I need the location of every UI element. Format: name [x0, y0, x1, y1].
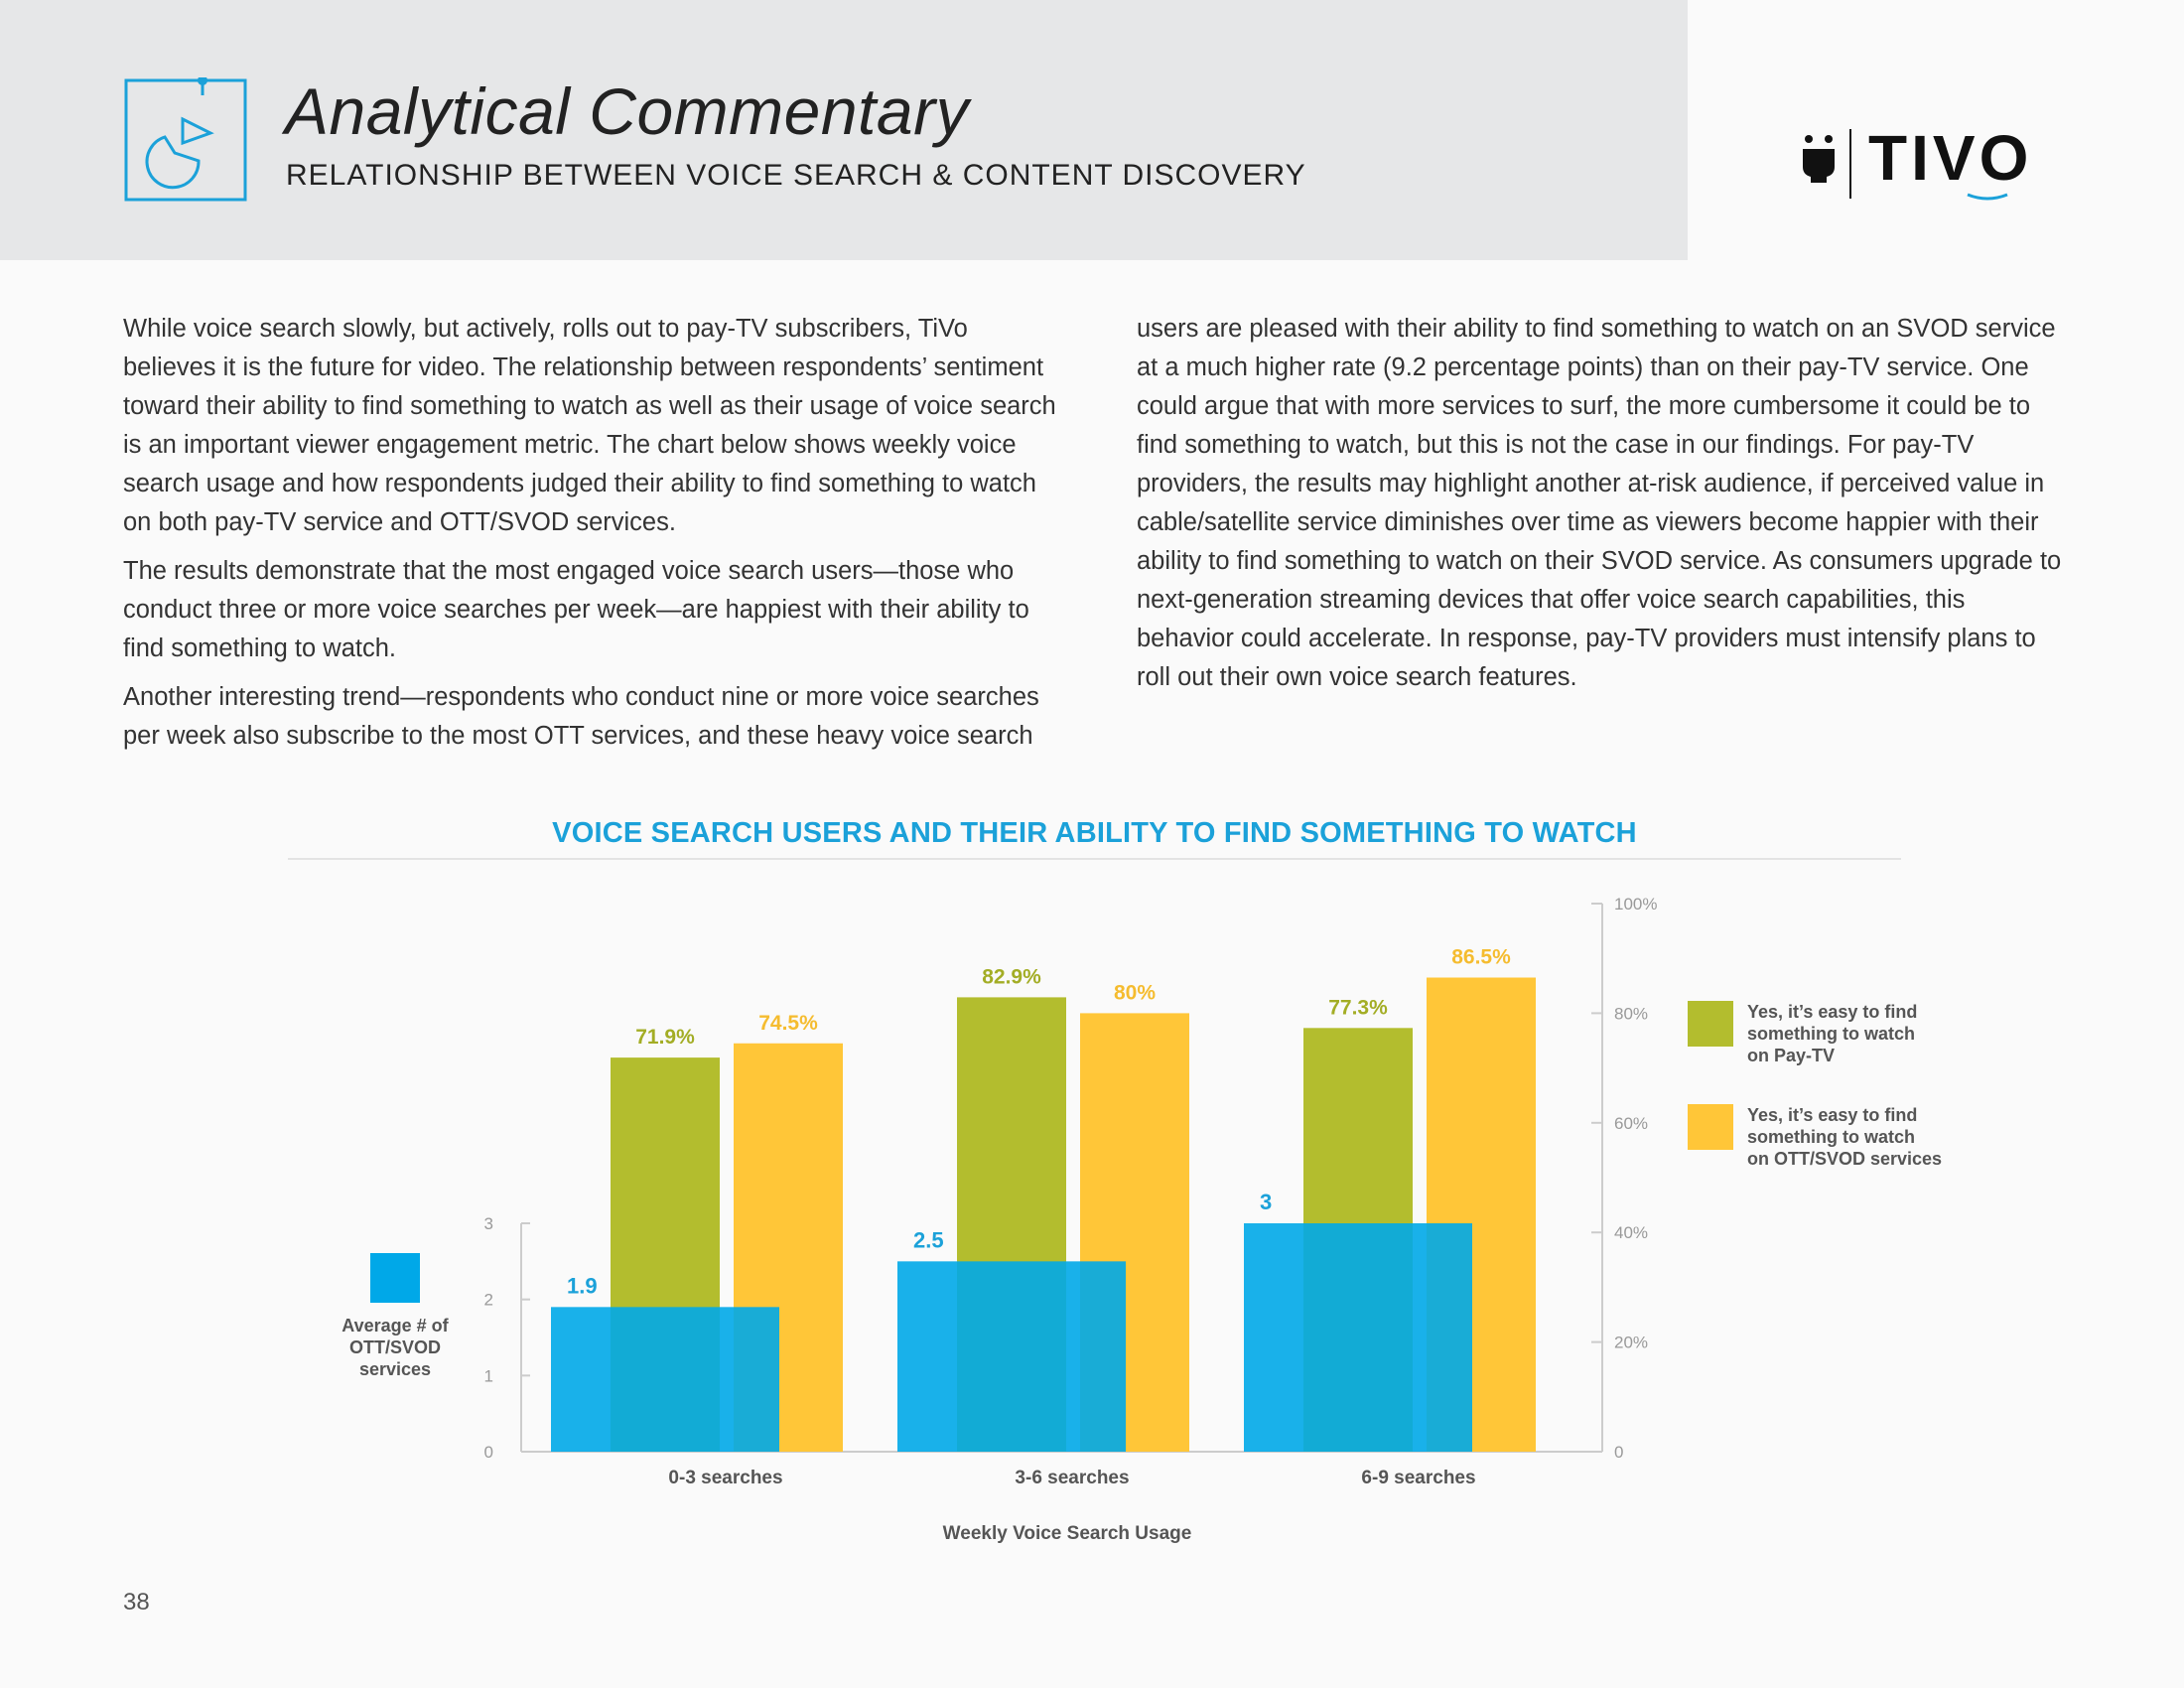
bar-average-services	[551, 1307, 779, 1452]
paragraph: While voice search slowly, but actively, rolls out to pay-TV subscribers, TiVo believes it is the future for video. The relationship between respondents’ sentiment toward their ability to find something to watch as well as their usage of voice search is an important viewer engagement metric. The chart below shows weekly voice search usage and how respondents judged their ability to find something to watch on both pay-TV service and OTT/SVOD services.	[123, 315, 1056, 536]
legend-label: on Pay-TV	[1747, 1046, 1836, 1065]
data-label-svod: 86.5%	[1451, 945, 1511, 969]
page-subtitle: RELATIONSHIP BETWEEN VOICE SEARCH & CONTENT DISCOVERY	[286, 159, 1306, 192]
legend-swatch-paytv	[1688, 1001, 1733, 1047]
x-axis-tick-label: 6-9 searches	[1361, 1468, 1476, 1488]
paragraph: The results demonstrate that the most engaged voice search users—those who conduct three or more voice searches per week—are happiest with their ability to find something to watch.	[123, 557, 1029, 662]
right-axis-tick-label: 100%	[1614, 895, 1658, 914]
right-axis-tick-label: 60%	[1614, 1113, 1649, 1133]
data-label-average-services: 3	[1260, 1190, 1273, 1214]
x-axis-tick-label: 0-3 searches	[668, 1468, 783, 1488]
right-axis-tick-label: 40%	[1614, 1223, 1649, 1243]
x-axis-tick-label: 3-6 searches	[1015, 1468, 1130, 1488]
right-axis-tick-label: 80%	[1614, 1004, 1649, 1024]
left-axis-tick-label: 3	[483, 1214, 493, 1233]
legend-svod	[1688, 1104, 1946, 1170]
legend-label: services	[358, 1359, 432, 1379]
data-label-paytv: 71.9%	[635, 1026, 695, 1050]
bar-average-services	[1244, 1223, 1472, 1452]
tivo-wordmark: TIVO	[1868, 122, 2033, 194]
left-axis-tick-label: 1	[483, 1366, 493, 1386]
legend-swatch-average	[370, 1253, 420, 1303]
page-number: 38	[123, 1589, 150, 1616]
legend-label: on OTT/SVOD services	[1747, 1149, 1943, 1169]
right-axis-tick-label: 20%	[1614, 1333, 1649, 1352]
data-label-average-services: 2.5	[913, 1227, 944, 1253]
data-label-svod: 74.5%	[758, 1011, 818, 1035]
paragraph: Another interesting trend—respondents who conduct nine or more voice searches per week also subscribe to the most OTT services, and these heavy voice search	[123, 683, 1039, 750]
chart-title: VOICE SEARCH USERS AND THEIR ABILITY TO FIND SOMETHING TO WATCH	[552, 817, 1637, 849]
left-axis-tick-label: 2	[483, 1290, 493, 1310]
page-title: Analytical Commentary	[285, 74, 970, 148]
bar-average-services	[897, 1261, 1126, 1452]
legend-label: Yes, it’s easy to find	[1747, 1105, 1918, 1125]
legend-label: Yes, it’s easy to find	[1747, 1002, 1918, 1022]
data-label-svod: 80%	[1113, 981, 1157, 1005]
data-label-paytv: 82.9%	[982, 965, 1041, 989]
legend-label: Average # of	[341, 1316, 449, 1336]
data-label-paytv: 77.3%	[1328, 996, 1388, 1020]
legend-paytv	[1688, 1001, 1946, 1066]
legend-label: something to watch	[1747, 1127, 1916, 1147]
legend-label: something to watch	[1747, 1024, 1916, 1044]
right-axis-tick-label: 0	[1614, 1443, 1624, 1462]
legend-average-services	[336, 1253, 455, 1380]
x-axis-title: Weekly Voice Search Usage	[942, 1523, 1192, 1544]
data-label-average-services: 1.9	[567, 1273, 598, 1299]
left-axis-tick-label: 0	[483, 1443, 493, 1462]
legend-swatch-svod	[1688, 1104, 1733, 1150]
legend-label: OTT/SVOD	[348, 1337, 441, 1357]
paragraph: users are pleased with their ability to find something to watch on an SVOD service at a much higher rate (9.2 percentage points) than on their pay-TV service. One could argue that with more services to surf, the more cumbersome it could be to find something to watch, but this is not the case in our findings. For pay-TV providers, the results may highlight another at-risk audience, if perceived value in cable/satellite service diminishes over time as viewers become happier with their ability to find something to watch on their SVOD service. As consumers upgrade to next-generation streaming devices that offer voice search capabilities, this behavior could accelerate. In response, pay-TV providers must intensify plans to roll out their own voice search features.	[1137, 315, 2062, 691]
